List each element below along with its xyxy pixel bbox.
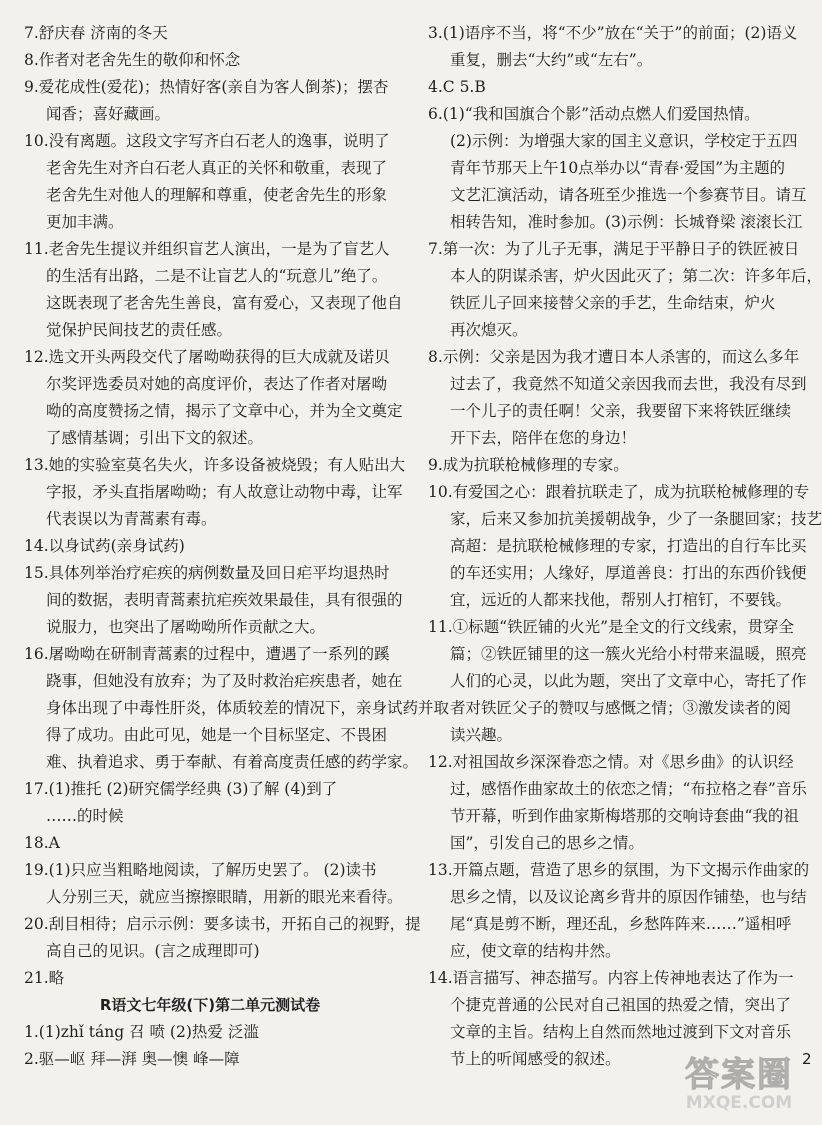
answer-line: 这既表现了老舍先生善良，富有爱心，又表现了他自 <box>46 294 403 312</box>
page-number: 2 <box>802 1050 812 1068</box>
answer-line: 8.示例：父亲是因为我才遭日本人杀害的，而这么多年 <box>428 348 800 366</box>
answer-line: (2)示例：为增强大家的国主义意识，学校定于五四 <box>450 132 798 150</box>
answer-line: 文章的主旨。结构上自然而然地过渡到下文对音乐 <box>450 1023 792 1041</box>
answer-line: 呦的高度赞扬之情，揭示了文章中心，并为全文奠定 <box>46 402 403 420</box>
answer-line: 老舍先生对齐白石老人真正的关怀和敬重，表现了 <box>46 159 388 177</box>
answer-line: 13.她的实验室莫名失火，许多设备被烧毁；有人贴出大 <box>24 456 406 474</box>
section-title: R语文七年级(下)第二单元测试卷 <box>99 996 321 1014</box>
answer-line: 15.具体列举治疗疟疾的病例数量及回日疟平均退热时 <box>24 564 390 582</box>
answer-line: 10.有爱国之心：跟着抗联走了，成为抗联枪械修理的专 <box>428 483 810 501</box>
answer-line: 了感情基调；引出下文的叙述。 <box>46 429 264 447</box>
answer-line: 间的数据，表明青蒿素抗疟疾效果最佳，具有很强的 <box>46 591 403 609</box>
answer-line: 3.(1)语序不当，将“不少”放在“关于”的前面；(2)语义 <box>428 24 798 42</box>
watermark-logo <box>674 1057 804 1119</box>
answer-line: 人分别三天，就应当擦擦眼睛，用新的眼光来看待。 <box>46 888 403 906</box>
answer-line: 节开幕，听到作曲家斯梅塔那的交响诗套曲“我的祖 <box>450 807 799 825</box>
answer-line: 思乡之情，以及议论离乡背井的原因作铺垫，也与结 <box>450 888 807 906</box>
answer-line: 7.舒庆春 济南的冬天 <box>24 24 168 42</box>
answer-line: 更加丰满。 <box>46 213 124 231</box>
answer-line: 篇；②铁匠铺里的这一簇火光给小村带来温暖，照亮 <box>450 645 807 663</box>
answer-line: 20.刮目相待；启示示例：要多读书，开拓自己的视野，提 <box>24 915 421 933</box>
answer-line: 跷事，但她没有放弃；为了及时救治疟疾患者，她在 <box>46 672 403 690</box>
answer-line: 尾“真是剪不断，理还乱，乡愁阵阵来……”遥相呼 <box>450 915 792 933</box>
answer-line: 本人的阴谋杀害，炉火因此灭了；第二次：许多年后， <box>450 267 822 285</box>
answer-line: 14.语言描写、神态描写。内容上传神地表达了作为一 <box>428 969 794 987</box>
answer-line: 4.C 5.B <box>428 78 486 96</box>
answer-line: 再次熄灭。 <box>450 321 528 339</box>
answer-line: 10.没有离题。这段文字写齐白石老人的逸事，说明了 <box>24 132 390 150</box>
answer-line: 1.(1)zhǐ táng 召 喷 (2)热爱 泛滥 <box>24 1023 259 1041</box>
answer-line: 字报，矛头直指屠呦呦；有人故意让动物中毒，让军 <box>46 483 403 501</box>
answer-line: 人们的心灵，以此为题，突出了文章中心，寄托了作 <box>450 672 807 690</box>
answer-line: 18.A <box>24 834 60 852</box>
answer-line: 个捷克普通的公民对自己祖国的热爱之情，突出了 <box>450 996 792 1014</box>
answer-line: 铁匠儿子回来接替父亲的手艺，生命结束，炉火 <box>450 294 776 312</box>
answer-line: 6.(1)“我和国旗合个影”活动点燃人们爱国热情。 <box>428 105 760 123</box>
watermark-title: 答案圈 <box>685 1055 793 1095</box>
answer-line: 8.作者对老舍先生的敬仰和怀念 <box>24 51 241 69</box>
answer-line: 的生活有出路，二是不让盲艺人的“玩意儿”绝了。 <box>46 267 388 285</box>
answer-line: 读兴趣。 <box>450 726 513 744</box>
answer-line: 的车还实用；人缘好，厚道善良：打出的东西价钱便 <box>450 564 807 582</box>
answer-line: 7.第一次：为了儿子无事，满足于平静日子的铁匠被日 <box>428 240 800 258</box>
answer-line: 17.(1)推托 (2)研究儒学经典 (3)了解 (4)到了 <box>24 780 338 798</box>
answer-line: 应，使文章的结构井然。 <box>450 942 621 960</box>
answer-line: 青年节那天上午10点举办以“青春·爱国”为主题的 <box>450 159 785 177</box>
answer-line: 12.选文开头两段交代了屠呦呦获得的巨大成就及诺贝 <box>24 348 390 366</box>
answer-line: 12.对祖国故乡深深眷恋之情。对《思乡曲》的认识经 <box>428 753 794 771</box>
answer-line: 重复，删去“大约”或“左右”。 <box>450 51 653 69</box>
answer-line: 国”，引发自己的思乡之情。 <box>450 834 644 852</box>
answer-line: 身体出现了中毒性肝炎，体质较差的情况下，亲身试药并取 <box>46 699 450 717</box>
answer-line: 得了成功。由此可见，她是一个目标坚定、不畏困 <box>46 726 388 744</box>
answer-line: 高自己的见识。(言之成理即可) <box>46 942 260 960</box>
answer-line: 尔奖评选委员对她的高度评价，表达了作者对屠呦 <box>46 375 388 393</box>
answer-line: 16.屠呦呦在研制青蒿素的过程中，遭遇了一系列的蹊 <box>24 645 390 663</box>
answer-line: 14.以身试药(亲身试药) <box>24 537 185 555</box>
answer-line: 开下去，陪伴在您的身边！ <box>450 429 637 447</box>
answer-line: 高超：是抗联枪械修理的专家，打造出的自行车比买 <box>450 537 807 555</box>
left-column <box>24 20 450 1073</box>
answer-line: 19.(1)只应当粗略地阅读，了解历史罢了。 (2)读书 <box>24 861 377 879</box>
answer-line: 过去了，我竟然不知道父亲因我而去世，我没有尽到 <box>450 375 807 393</box>
answer-line: 11.老舍先生提议并组织盲艺人演出，一是为了盲艺人 <box>24 240 390 258</box>
answer-line: 老舍先生对他人的理解和尊重，使老舍先生的形象 <box>46 186 388 204</box>
answer-line: 觉保护民间技艺的责任感。 <box>46 321 233 339</box>
answer-line: 家，后来又参加抗美援朝战争，少了一条腿回家；技艺 <box>450 510 822 528</box>
answer-line: 9.爱花成性(爱花)；热情好客(亲自为客人倒茶)；摆杏 <box>24 78 389 96</box>
answer-line: 代表误以为青蒿素有毒。 <box>46 510 217 528</box>
answer-line: 9.成为抗联枪械修理的专家。 <box>428 456 629 474</box>
answer-line: 13.开篇点题，营造了思乡的氛围，为下文揭示作曲家的 <box>428 861 810 879</box>
answer-line: 宜，远近的人都来找他，帮别人打棺钉，不要钱。 <box>450 591 792 609</box>
answer-line: 节上的听闻感受的叙述。 <box>450 1050 621 1068</box>
answer-line: 21.略 <box>24 969 65 987</box>
answer-line: 一个儿子的责任啊！父亲，我要留下来将铁匠继续 <box>450 402 792 420</box>
answer-line: 11.①标题“铁匠铺的火光”是全文的行文线索，贯穿全 <box>428 618 794 636</box>
answer-line: ……的时候 <box>46 807 124 825</box>
answer-line: 2.驱—岖 拜—湃 奥—懊 峰—障 <box>24 1050 240 1068</box>
answer-line: 说服力，也突出了屠呦呦所作贡献之大。 <box>46 618 326 636</box>
answer-line: 过，感悟作曲家故土的依恋之情；“布拉格之春”音乐 <box>450 780 807 798</box>
answer-line: 难、执着追求、勇于奉献、有着高度责任感的药学家。 <box>46 753 419 771</box>
right-column <box>428 20 822 1073</box>
answer-line: 相转告知，准时参加。(3)示例：长城脊梁 滚滚长江 <box>450 213 803 231</box>
answer-line: 者对铁匠父子的赞叹与感慨之情；③激发读者的阅 <box>450 699 792 717</box>
watermark-url: MXQE.COM <box>685 1093 793 1113</box>
answer-line: 文艺汇演活动，请各班至少推选一个参赛节目。请互 <box>450 186 807 204</box>
answer-line: 闻香；喜好藏画。 <box>46 105 171 123</box>
